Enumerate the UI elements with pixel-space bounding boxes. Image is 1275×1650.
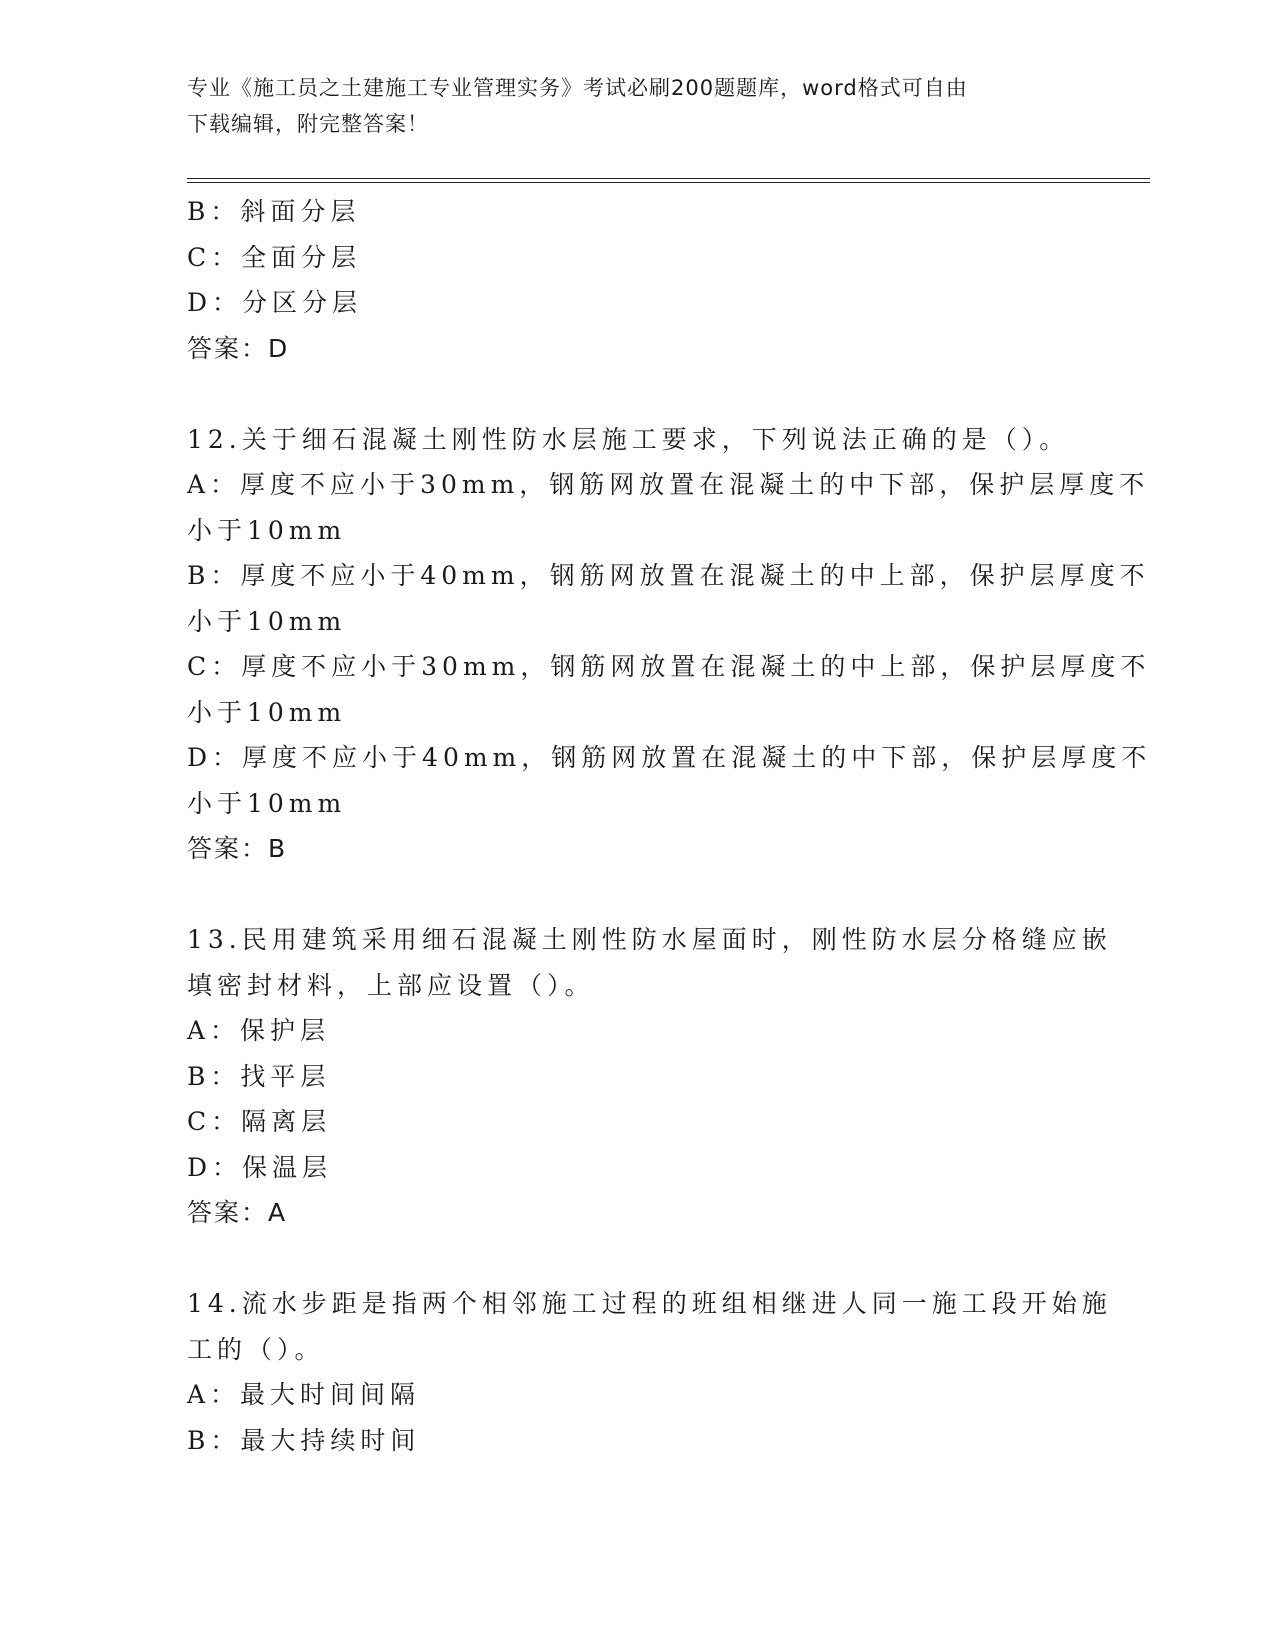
option-b: B：斜面分层 — [187, 197, 361, 226]
option-d: D：厚度不应小于40mm，钢筋网放置在混凝土的中下部，保护层厚度不 — [187, 743, 1152, 772]
option-d: D：分区分层 — [187, 288, 363, 317]
question-12 — [187, 417, 1152, 872]
option-c: C：全面分层 — [187, 242, 362, 272]
header-divider-bottom — [187, 182, 1150, 183]
question-stem: 12.关于细石混凝土刚性防水层施工要求，下列说法正确的是（）。 — [187, 424, 1070, 454]
answer: 答案：A — [187, 1198, 288, 1227]
question-14 — [187, 1281, 1112, 1463]
option-b-continued: 小于10mm — [187, 606, 347, 636]
option-d-continued: 小于10mm — [187, 788, 347, 818]
option-a-continued: 小于10mm — [187, 515, 347, 545]
option-b: B：找平层 — [187, 1061, 331, 1091]
option-d: D：保温层 — [187, 1152, 333, 1182]
spacer — [187, 1236, 1087, 1282]
question-13 — [187, 917, 1112, 1236]
question-stem-continued: 填密封材料，上部应设置（）。 — [187, 970, 595, 1000]
answer: 答案：B — [187, 834, 288, 863]
option-c: C：隔离层 — [187, 1107, 332, 1136]
question-stem-continued: 工的（）。 — [187, 1334, 325, 1364]
question-stem: 13.民用建筑采用细石混凝土刚性防水屋面时，刚性防水层分格缝应嵌 — [187, 925, 1112, 954]
option-c-continued: 小于10mm — [187, 697, 347, 727]
header-divider-top — [187, 178, 1150, 179]
option-a: A：保护层 — [187, 1016, 331, 1045]
header-line-2: 下载编辑，附完整答案！ — [187, 112, 429, 136]
spacer — [187, 872, 1087, 918]
answer: 答案：D — [187, 333, 290, 363]
option-a: A：厚度不应小于30mm，钢筋网放置在混凝土的中下部，保护层厚度不 — [187, 470, 1150, 499]
document-body — [187, 189, 1152, 1463]
document-header — [187, 70, 1067, 142]
option-b: B：最大持续时间 — [187, 1425, 421, 1455]
spacer — [187, 371, 1087, 417]
option-a: A：最大时间间隔 — [187, 1380, 421, 1409]
question-stem: 14.流水步距是指两个相邻施工过程的班组相继进人同一施工段开始施 — [187, 1289, 1112, 1318]
option-b: B：厚度不应小于40mm，钢筋网放置在混凝土的中上部，保护层厚度不 — [187, 561, 1150, 590]
option-c: C：厚度不应小于30mm，钢筋网放置在混凝土的中上部，保护层厚度不 — [187, 652, 1151, 681]
header-line-1: 专业《施工员之土建施工专业管理实务》考试必刷200题题库，word格式可自由 — [187, 76, 968, 100]
question-11 — [187, 189, 1087, 371]
